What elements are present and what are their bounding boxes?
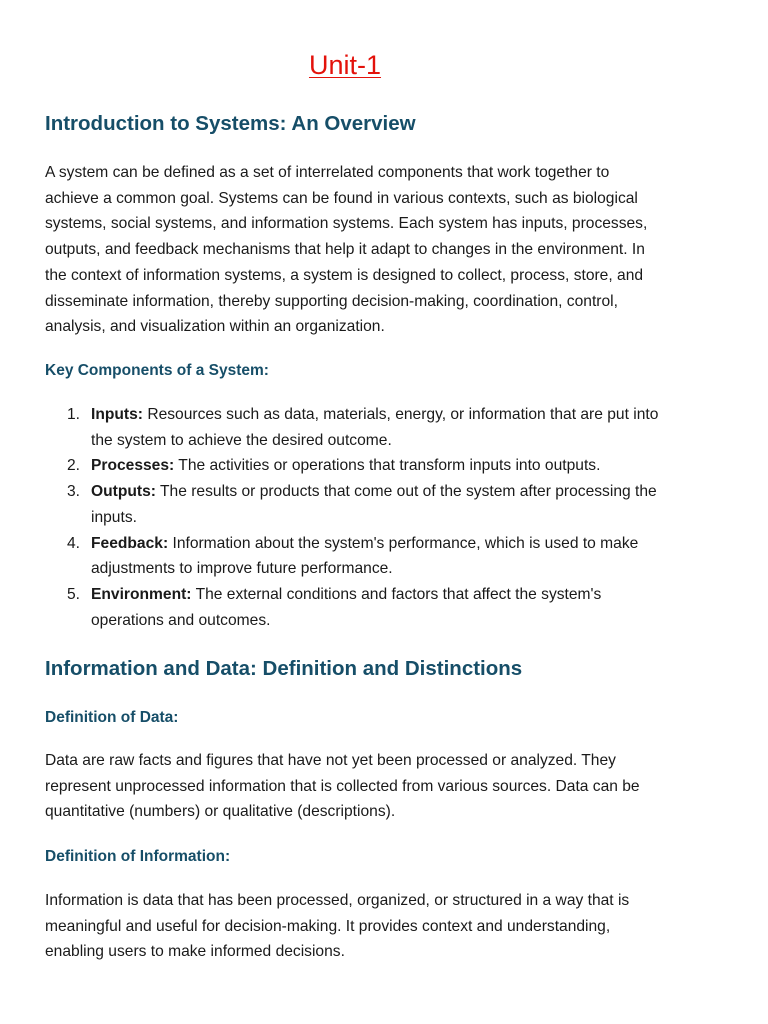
definition-of-information-heading: Definition of Information: (45, 848, 231, 865)
paragraph-line: quantitative (numbers) or qualitative (descriptions). (45, 803, 396, 821)
list-number: 5. (67, 585, 81, 603)
component-name: Inputs: (91, 406, 143, 423)
paragraph-line: Data are raw facts and figures that have not yet been processed or analyzed. They (45, 752, 616, 769)
paragraph-line: meaningful and useful for decision-making. It provides context and understanding, (45, 917, 611, 935)
component-description: the system to achieve the desired outcome. (91, 431, 392, 449)
list-item-outputs (45, 479, 721, 530)
intro-paragraph (45, 160, 721, 340)
list-number: 4. (67, 534, 81, 552)
component-name: Outputs: (91, 483, 156, 501)
paragraph-line: Information is data that has been processed, organized, or structured in a way that is (45, 892, 630, 909)
key-components-heading: Key Components of a System: (45, 362, 269, 379)
section-heading-introduction: Introduction to Systems: An Overview (45, 112, 416, 135)
component-description: inputs. (91, 508, 137, 526)
list-item-processes (45, 453, 721, 479)
paragraph-line: enabling users to make informed decisions. (45, 943, 345, 961)
list-item-environment (45, 582, 721, 633)
component-description: Information about the system's performance, which is used to make (172, 534, 639, 552)
key-components-list (45, 402, 721, 633)
section-heading-information-data: Information and Data: Definition and Distinctions (45, 657, 523, 680)
component-description: The results or products that come out of the system after processing the (160, 483, 657, 501)
component-description: The external conditions and factors that affect the system's (195, 585, 602, 603)
paragraph-line: analysis, and visualization within an organization. (45, 318, 385, 336)
list-item-inputs (45, 402, 721, 453)
paragraph-line: represent unprocessed information that is collected from various sources. Data can be (45, 777, 640, 795)
component-name: Environment: (91, 585, 192, 603)
paragraph-line: systems, social systems, and information systems. Each system has inputs, processes, (45, 215, 648, 233)
paragraph-line: achieve a common goal. Systems can be found in various contexts, such as biological (45, 189, 638, 207)
list-number: 3. (67, 483, 81, 501)
component-description: operations and outcomes. (91, 611, 271, 629)
information-definition-paragraph (45, 888, 721, 965)
component-description: The activities or operations that transform inputs into outputs. (178, 457, 601, 475)
component-name: Processes: (91, 457, 175, 475)
component-description: adjustments to improve future performance. (91, 560, 393, 578)
paragraph-line: outputs, and feedback mechanisms that help it adapt to changes in the environment. In (45, 241, 645, 259)
list-number: 1. (67, 406, 81, 423)
unit-title: Unit-1 (308, 50, 382, 80)
paragraph-line: disseminate information, thereby supporting decision-making, coordination, control, (45, 292, 618, 310)
definition-of-data-heading: Definition of Data: (45, 709, 179, 726)
list-number: 2. (67, 457, 81, 475)
paragraph-line: A system can be defined as a set of interrelated components that work together to (45, 164, 610, 181)
list-item-feedback (45, 531, 721, 582)
component-description: Resources such as data, materials, energy, or information that are put into (147, 406, 659, 423)
data-definition-paragraph (45, 748, 721, 825)
paragraph-line: the context of information systems, a system is designed to collect, process, store, and (45, 266, 644, 284)
component-name: Feedback: (91, 534, 169, 552)
